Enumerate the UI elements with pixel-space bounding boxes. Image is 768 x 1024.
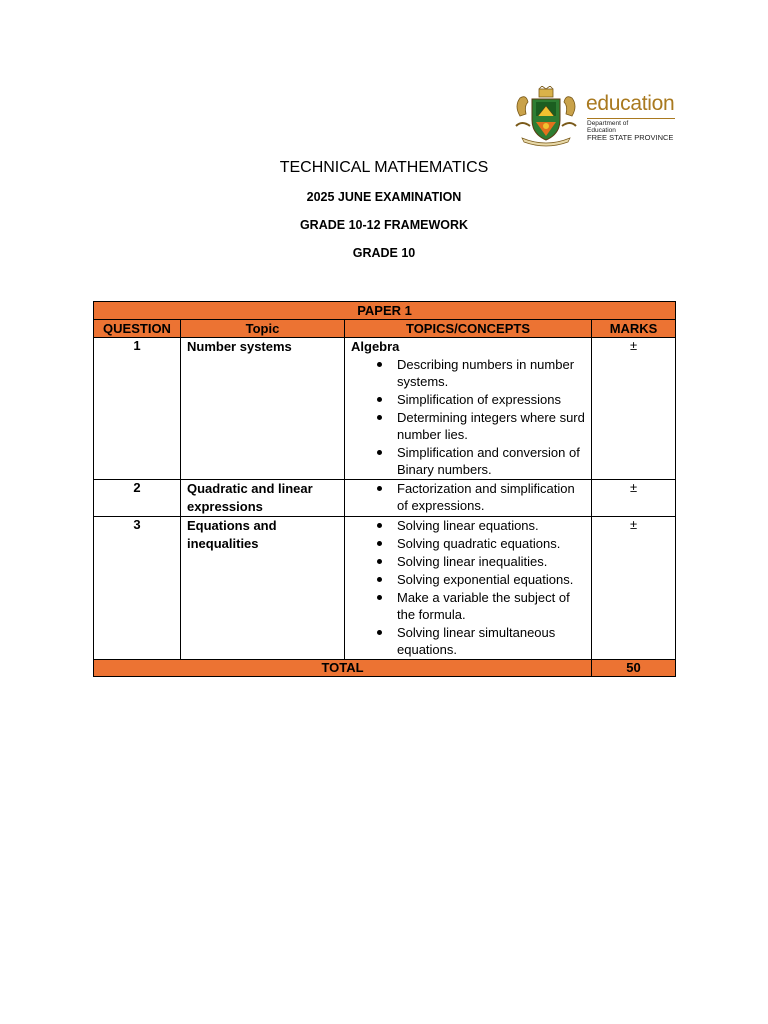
framework-subtitle: GRADE 10-12 FRAMEWORK	[299, 218, 469, 232]
free-state-coat-of-arms-icon	[512, 86, 580, 148]
total-label: TOTAL	[94, 660, 592, 677]
list-item: Describing numbers in number systems.	[397, 356, 585, 390]
list-item: Simplification of expressions	[397, 391, 585, 408]
total-row	[94, 660, 676, 677]
logo-department-text	[587, 120, 673, 141]
question-number: 1	[94, 338, 181, 480]
logo-line-1: Department of	[587, 120, 629, 127]
marks-cell: ±	[592, 338, 676, 480]
question-number: 3	[94, 517, 181, 660]
table-row	[94, 480, 676, 517]
col-header-marks: MARKS	[592, 320, 676, 338]
list-item: Solving exponential equations.	[397, 571, 585, 588]
logo-divider	[587, 118, 675, 119]
concept-category: Algebra	[351, 339, 400, 354]
marks-cell: ±	[592, 480, 676, 517]
table-row	[94, 517, 676, 660]
total-marks: 50	[592, 660, 676, 677]
concepts-cell	[345, 517, 592, 660]
list-item: Determining integers where surd number lies.	[397, 410, 585, 442]
education-logo	[512, 86, 682, 148]
logo-line-3: FREE STATE PROVINCE	[587, 133, 674, 142]
list-item: Solving quadratic equations.	[397, 535, 585, 552]
topic-cell: Number systems	[181, 338, 345, 480]
col-header-topic: Topic	[181, 320, 345, 338]
logo-wordmark: education	[586, 92, 675, 115]
concepts-cell	[345, 480, 592, 517]
grade-subtitle: GRADE 10	[352, 246, 416, 260]
table-row	[94, 338, 676, 480]
concepts-cell	[345, 338, 592, 480]
paper-header-row	[94, 302, 676, 320]
list-item: Solving linear simultaneous equations.	[397, 624, 585, 658]
paper-label: PAPER 1	[94, 302, 676, 320]
list-item: Simplification and conversion of Binary numbers.	[397, 444, 585, 478]
col-header-question: QUESTION	[94, 320, 181, 338]
col-header-concepts: TOPICS/CONCEPTS	[345, 320, 592, 338]
exam-subtitle: 2025 JUNE EXAMINATION	[306, 190, 462, 204]
question-number: 2	[94, 480, 181, 517]
logo-line-2: Education	[587, 127, 616, 134]
list-item: Solving linear inequalities.	[397, 553, 585, 570]
list-item: Solving linear equations.	[397, 517, 585, 534]
column-header-row	[94, 320, 676, 338]
concept-list	[351, 356, 585, 478]
list-item: Make a variable the subject of the formula.	[397, 589, 585, 623]
framework-table	[93, 301, 676, 677]
topic-cell: Equations and inequalities	[181, 517, 345, 660]
marks-cell: ±	[592, 517, 676, 660]
list-item: Factorization and simplification of expressions.	[397, 480, 585, 514]
document-title: TECHNICAL MATHEMATICS	[279, 159, 489, 176]
topic-cell: Quadratic and linear expressions	[181, 480, 345, 517]
concept-list	[351, 517, 585, 658]
concept-list	[351, 480, 585, 514]
